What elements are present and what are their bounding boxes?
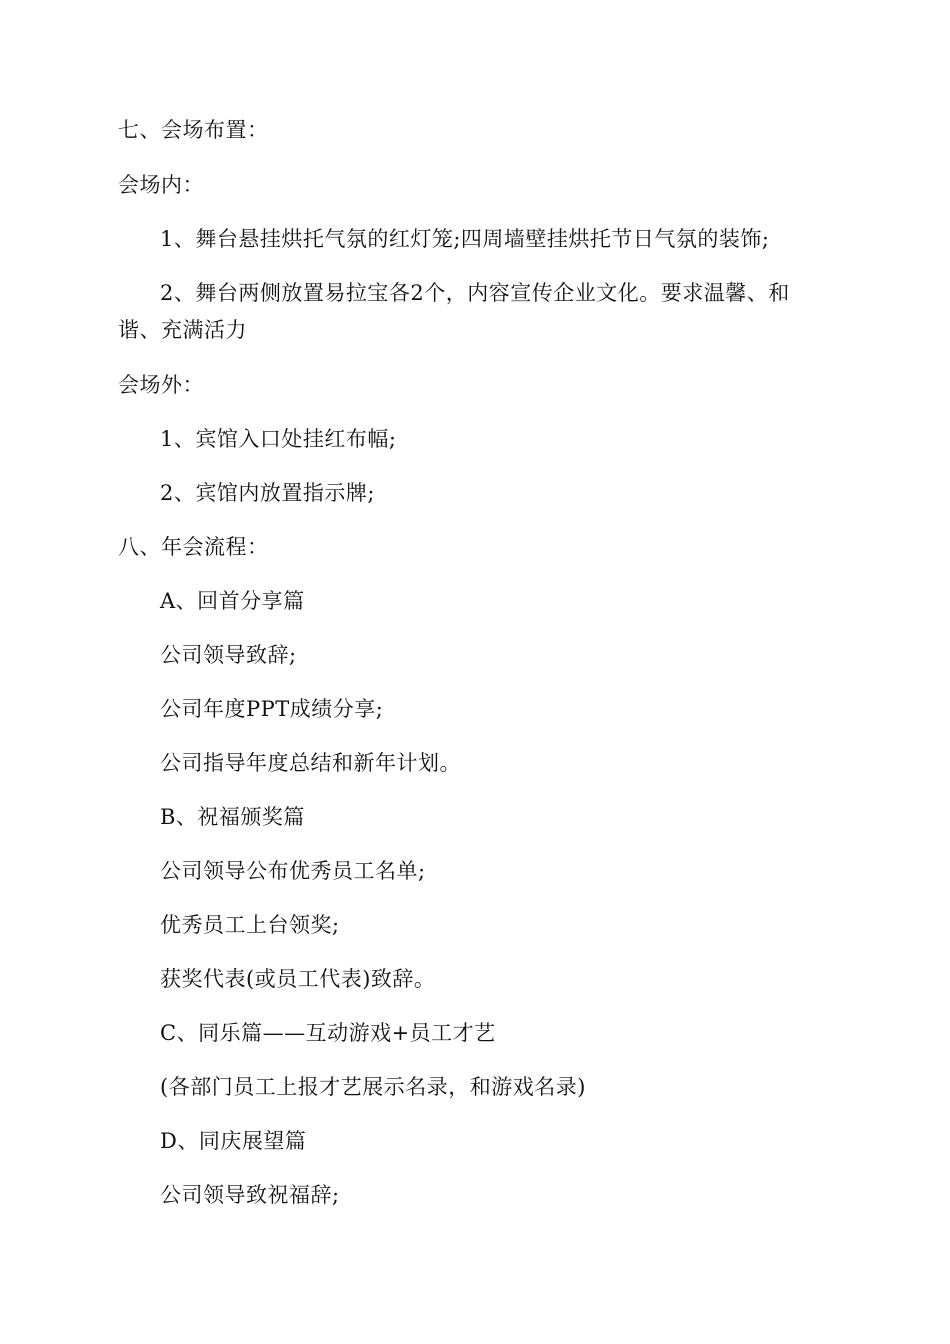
list-item-inside-2: 2、舞台两侧放置易拉宝各2个，内容宣传企业文化。要求温馨、和	[160, 281, 790, 305]
section-heading-venue-layout: 七、会场布置：	[118, 118, 269, 142]
part-a-item-3: 公司指导年度总结和新年计划。	[160, 751, 461, 775]
part-a-heading: A、回首分享篇	[160, 589, 305, 613]
subheading-outside-venue: 会场外：	[118, 373, 204, 397]
part-b-item-1: 公司领导公布优秀员工名单;	[160, 859, 426, 883]
section-heading-annual-process: 八、年会流程：	[118, 535, 269, 559]
list-item-outside-1: 1、宾馆入口处挂红布幅;	[160, 427, 397, 451]
list-item-inside-2-continued: 谐、充满活力	[118, 318, 247, 342]
part-d-heading: D、同庆展望篇	[160, 1129, 307, 1153]
part-d-item-1: 公司领导致祝福辞;	[160, 1183, 340, 1207]
part-a-item-2: 公司年度PPT成绩分享;	[160, 697, 384, 721]
part-a-item-1: 公司领导致辞;	[160, 643, 297, 667]
part-c-note: (各部门员工上报才艺展示名录，和游戏名录)	[160, 1075, 586, 1099]
part-b-heading: B、祝福颁奖篇	[160, 805, 305, 829]
part-b-item-3: 获奖代表(或员工代表)致辞。	[160, 967, 436, 991]
part-c-heading: C、同乐篇——互动游戏+员工才艺	[160, 1021, 496, 1045]
part-b-item-2: 优秀员工上台领奖;	[160, 913, 340, 937]
list-item-inside-1: 1、舞台悬挂烘托气氛的红灯笼;四周墙壁挂烘托节日气氛的装饰;	[160, 227, 770, 251]
subheading-inside-venue: 会场内：	[118, 173, 204, 197]
list-item-outside-2: 2、宾馆内放置指示牌;	[160, 481, 375, 505]
